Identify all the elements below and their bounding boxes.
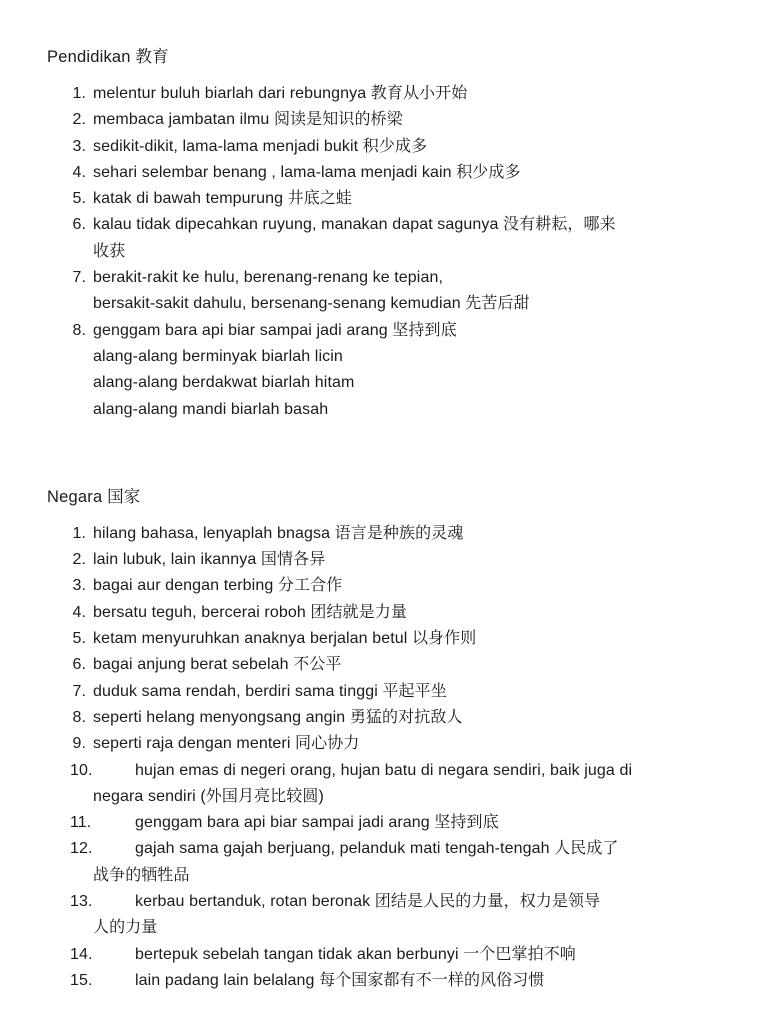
item-number: 6.: [72, 656, 86, 674]
item-text: kerbau bertanduk, rotan beronak 团结是人民的力量，权力是领导: [135, 893, 601, 911]
item-text: bersatu teguh, bercerai roboh 团结就是力量: [93, 603, 407, 621]
list-item: [47, 731, 724, 757]
list-item: [47, 265, 724, 318]
continuation-line: 人的力量: [93, 919, 158, 937]
section-pendidikan: [47, 46, 724, 423]
list-item: [47, 836, 724, 889]
section-negara: [47, 486, 724, 994]
item-text: genggam bara api biar sampai jadi arang 坚持到底: [93, 321, 457, 339]
item-text: melentur buluh biarlah dari rebungnya 教育从小开始: [93, 85, 468, 102]
continuation-line: bersakit-sakit dahulu, bersenang-senang kemudian 先苦后甜: [93, 295, 530, 313]
item-number: 6.: [72, 216, 86, 234]
proverb-list: [47, 81, 724, 423]
item-text: membaca jambatan ilmu 阅读是知识的桥梁: [93, 111, 403, 129]
list-item: [47, 212, 724, 265]
list-item: [47, 186, 724, 212]
list-item: [47, 160, 724, 186]
item-number: 11.: [70, 814, 92, 832]
item-text: seperti helang menyongsang angin 勇猛的对抗敌人: [93, 708, 463, 726]
list-item: [47, 942, 724, 968]
proverb-list: [47, 521, 724, 994]
item-text: ketam menyuruhkan anaknya berjalan betul 以身作则: [93, 630, 477, 648]
list-item: [47, 889, 724, 942]
item-number: 5.: [72, 190, 86, 208]
item-number: 7.: [72, 682, 86, 700]
item-text: gajah sama gajah berjuang, pelanduk mati tengah-tengah 人民成了: [135, 840, 619, 858]
continuation-line: alang-alang berdakwat biarlah hitam: [93, 374, 355, 392]
item-number: 9.: [72, 735, 86, 753]
item-text: seperti raja dengan menteri 同心协力: [93, 735, 360, 753]
list-item: [47, 968, 724, 994]
section-title: Pendidikan 教育: [47, 48, 169, 66]
continuation-line: 收获: [93, 242, 126, 260]
list-item: [47, 81, 724, 107]
item-text: bertepuk sebelah tangan tidak akan berbunyi 一个巴掌拍不响: [135, 945, 576, 963]
continuation-line: 战争的牺牲品: [93, 866, 190, 884]
list-item: [47, 573, 724, 599]
list-item: [47, 652, 724, 678]
item-number: 5.: [72, 630, 86, 648]
item-text: hujan emas di negeri orang, hujan batu di negara sendiri, baik juga di: [135, 761, 633, 779]
list-item: [47, 705, 724, 731]
list-item: [47, 318, 724, 423]
item-number: 3.: [72, 137, 86, 155]
item-number: 1.: [72, 524, 86, 542]
list-item: [47, 547, 724, 573]
item-text: duduk sama rendah, berdiri sama tinggi 平起平坐: [93, 682, 447, 700]
item-number: 10.: [70, 761, 93, 779]
item-number: 15.: [70, 971, 93, 989]
item-number: 4.: [72, 603, 86, 621]
item-number: 4.: [72, 163, 86, 181]
item-text: sedikit-dikit, lama-lama menjadi bukit 积少成多: [93, 137, 428, 155]
item-text: katak di bawah tempurung 井底之蛙: [93, 190, 353, 208]
section-title: Negara 国家: [47, 487, 141, 506]
item-text: lain lubuk, lain ikannya 国情各异: [93, 551, 326, 569]
list-item: [47, 107, 724, 133]
list-item: [47, 810, 724, 836]
item-text: sehari selembar benang , lama-lama menjadi kain 积少成多: [93, 163, 521, 181]
item-number: 12.: [70, 840, 93, 858]
list-item: [47, 626, 724, 652]
item-number: 1.: [72, 85, 86, 102]
list-item: [47, 134, 724, 160]
item-number: 3.: [72, 577, 86, 595]
continuation-line: alang-alang berminyak biarlah licin: [93, 347, 343, 365]
item-text: bagai aur dengan terbing 分工合作: [93, 577, 343, 595]
list-item: [47, 521, 724, 547]
continuation-line: alang-alang mandi biarlah basah: [93, 400, 329, 418]
list-item: [47, 679, 724, 705]
item-number: 13.: [70, 893, 93, 911]
item-number: 7.: [72, 269, 86, 287]
item-text: lain padang lain belalang 每个国家都有不一样的风俗习惯: [135, 971, 545, 989]
list-item: [47, 600, 724, 626]
item-text: bagai anjung berat sebelah 不公平: [93, 656, 342, 674]
item-text: genggam bara api biar sampai jadi arang 坚持到底: [135, 814, 499, 832]
list-item: [47, 758, 724, 811]
item-text: berakit-rakit ke hulu, berenang-renang ke tepian,: [93, 269, 444, 287]
item-number: 8.: [72, 708, 86, 726]
item-number: 2.: [72, 551, 86, 569]
continuation-line: negara sendiri (外国月亮比较圆): [93, 787, 324, 805]
item-number: 8.: [72, 321, 86, 339]
item-text: kalau tidak dipecahkan ruyung, manakan dapat sagunya 没有耕耘，哪来: [93, 216, 616, 234]
item-text: hilang bahasa, lenyaplah bnagsa 语言是种族的灵魂: [93, 524, 464, 542]
item-number: 14.: [70, 945, 93, 963]
item-number: 2.: [72, 111, 86, 129]
